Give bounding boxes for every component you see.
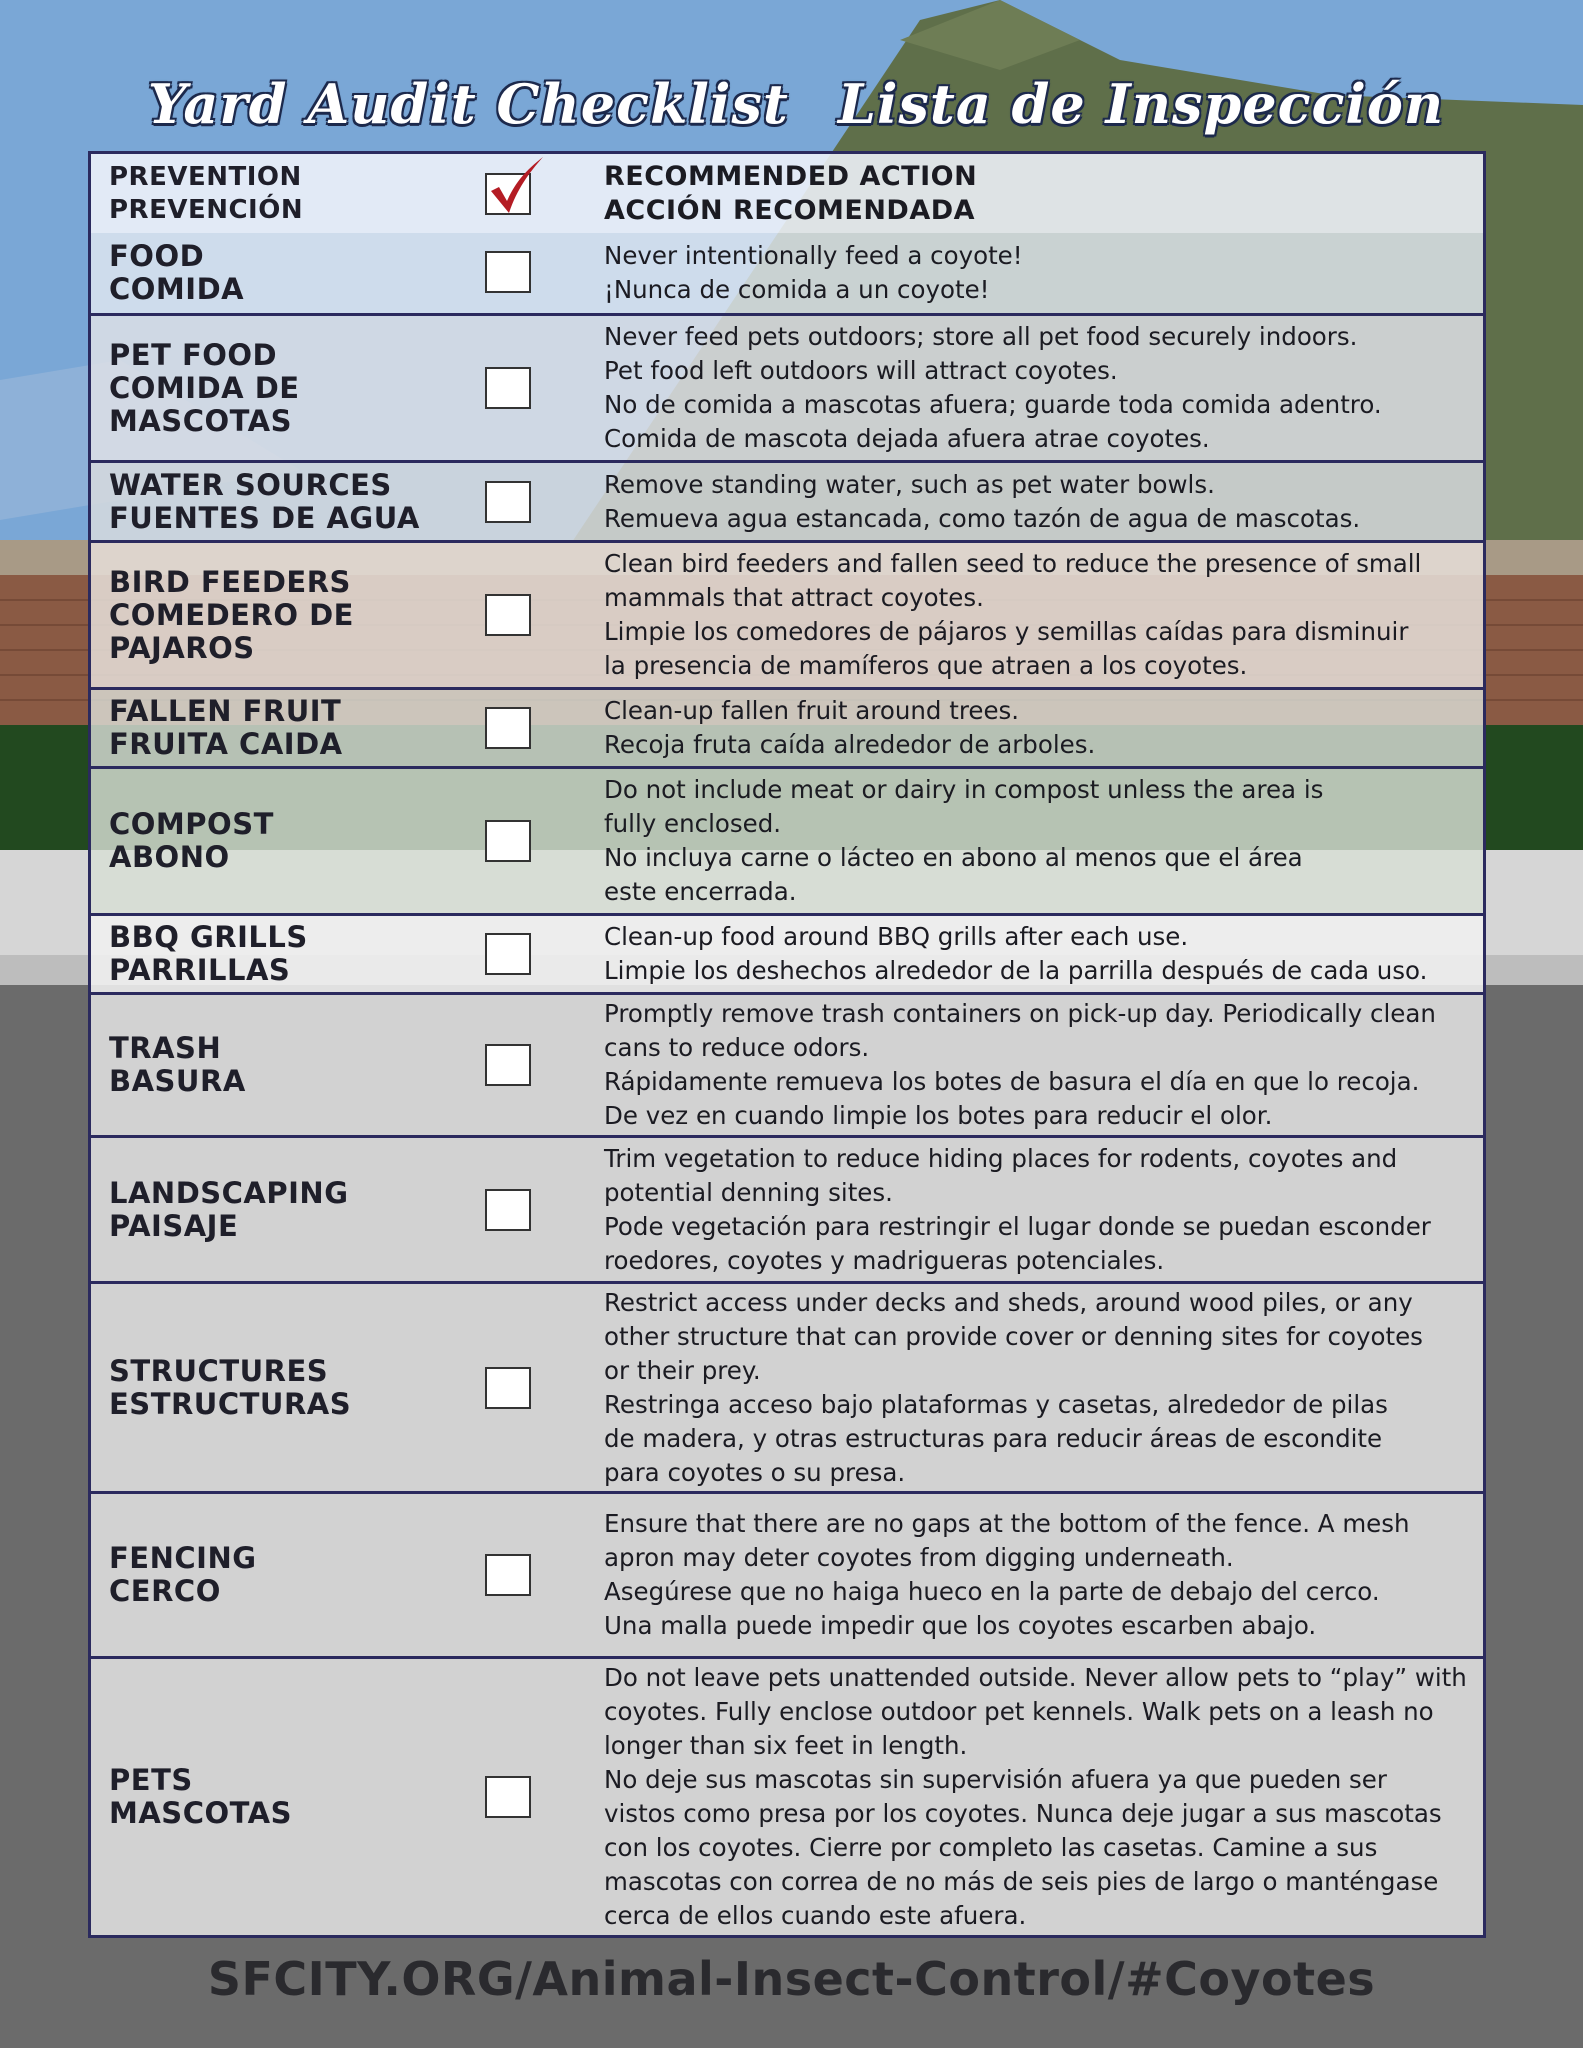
row-action-line: Ensure that there are no gaps at the bottom of the fence. A mesh — [604, 1509, 1410, 1538]
row-checkbox[interactable] — [485, 1189, 531, 1231]
row-action — [604, 769, 1467, 913]
checklist-row — [91, 1656, 1483, 1935]
row-action — [604, 690, 1467, 766]
row-category-line: BIRD FEEDERS — [109, 564, 351, 599]
row-action-line: No de comida a mascotas afuera; guarde toda comida adentro. — [604, 390, 1382, 419]
row-action-line: Recoja fruta caída alrededor de arboles. — [604, 730, 1096, 759]
row-category-line: BASURA — [109, 1064, 246, 1098]
row-checkbox[interactable] — [485, 251, 531, 293]
row-category-line: FALLEN FRUIT — [109, 694, 342, 728]
row-action-line: Una malla puede impedir que los coyotes escarben abajo. — [604, 1611, 1317, 1640]
row-category — [109, 769, 274, 913]
row-action-line: Remueva agua estancada, como tazón de agua de mascotas. — [604, 503, 1361, 533]
header-checkbox[interactable] — [485, 173, 531, 215]
row-checkbox[interactable] — [485, 820, 531, 862]
checklist-row — [91, 313, 1483, 460]
row-category-line: FENCING — [109, 1541, 257, 1575]
row-category-line: MASCOTAS — [109, 403, 292, 438]
row-action-line: este encerrada. — [604, 877, 797, 906]
row-action-line: Clean-up food around BBQ grills after each use. — [604, 922, 1189, 951]
row-action — [604, 1284, 1467, 1491]
row-category-line: PAISAJE — [109, 1208, 239, 1243]
row-action-line: fully enclosed. — [604, 809, 782, 838]
checklist-row — [91, 460, 1483, 540]
row-category-line: CERCO — [109, 1574, 221, 1608]
row-action-line: No incluya carne o lácteo en abono al menos que el área — [604, 843, 1303, 872]
checklist-row — [91, 913, 1483, 992]
row-action-line: Restringa acceso bajo plataformas y casetas, alrededor de pilas — [604, 1389, 1388, 1419]
row-action — [604, 1138, 1467, 1281]
row-category-line: ESTRUCTURAS — [109, 1386, 352, 1421]
row-action-line: potential denning sites. — [604, 1177, 893, 1207]
row-category-line: BBQ GRILLS — [109, 920, 308, 954]
checklist-row — [91, 1281, 1483, 1491]
checklist-row — [91, 1491, 1483, 1656]
row-category-line: PAJAROS — [109, 630, 255, 665]
row-category-line: PETS — [109, 1763, 193, 1797]
header-category-en: PREVENTION — [109, 161, 302, 192]
row-action-line: Rápidamente remueva los botes de basura el día en que lo recoja. — [604, 1067, 1420, 1096]
row-action-line: Pode vegetación para restringir el lugar donde se puedan esconder — [604, 1211, 1431, 1241]
row-category — [109, 233, 244, 313]
row-action-line: Asegúrese que no haiga hueco en la parte de debajo del cerco. — [604, 1577, 1380, 1606]
row-category-line: WATER SOURCES — [109, 467, 392, 502]
checklist-row — [91, 687, 1483, 766]
row-category-line: COMIDA DE — [109, 370, 300, 405]
row-action-line: apron may deter coyotes from digging underneath. — [604, 1543, 1234, 1572]
checklist-row — [91, 992, 1483, 1135]
footer-url: SFCITY.ORG/Animal-Insect-Control/#Coyotes — [207, 1952, 1376, 2006]
row-action-line: Never intentionally feed a coyote! — [604, 241, 1023, 270]
title-spanish: Lista de Inspección — [838, 72, 1445, 136]
row-action — [604, 1494, 1467, 1656]
checklist-table — [88, 151, 1486, 1938]
row-category-line: PET FOOD — [109, 337, 278, 372]
row-action-line: vistos como presa por los coyotes. Nunca deje jugar a sus mascotas — [604, 1799, 1442, 1828]
header-category — [109, 154, 303, 233]
row-checkbox[interactable] — [485, 367, 531, 409]
row-category-line: FRUITA CAIDA — [109, 727, 343, 761]
row-action-line: Limpie los comedores de pájaros y semillas caídas para disminuir — [604, 617, 1409, 646]
row-checkbox[interactable] — [485, 933, 531, 975]
row-category-line: FOOD — [109, 239, 205, 273]
row-category — [109, 690, 343, 766]
header-category-es: PREVENCIÓN — [109, 194, 304, 225]
row-action-line: cerca de ellos cuando este afuera. — [604, 1901, 1027, 1930]
row-category — [109, 463, 420, 540]
row-action-line: Limpie los deshechos alrededor de la parrilla después de cada uso. — [604, 956, 1428, 985]
row-action-line: de madera, y otras estructuras para reducir áreas de escondite — [604, 1423, 1383, 1453]
row-action-line: De vez en cuando limpie los botes para reducir el olor. — [604, 1101, 1273, 1130]
row-category-line: COMIDA — [109, 272, 245, 306]
row-category — [109, 543, 354, 687]
row-category — [109, 1284, 351, 1491]
row-action-line: other structure that can provide cover or denning sites for coyotes — [604, 1321, 1423, 1351]
row-action-line: roedores, coyotes y madrigueras potenciales. — [604, 1245, 1165, 1275]
row-category-line: FUENTES DE AGUA — [109, 500, 420, 535]
row-checkbox[interactable] — [485, 1554, 531, 1596]
row-action-line: Pet food left outdoors will attract coyotes. — [604, 356, 1118, 385]
row-category-line: COMEDERO DE — [109, 597, 354, 632]
checklist-row — [91, 540, 1483, 687]
row-category-line: TRASH — [109, 1031, 222, 1065]
row-action — [604, 1659, 1467, 1935]
row-action — [604, 233, 1467, 313]
row-action — [604, 995, 1467, 1135]
row-action-line: ¡Nunca de comida a un coyote! — [604, 275, 990, 304]
row-checkbox[interactable] — [485, 707, 531, 749]
row-action-line: Promptly remove trash containers on pick-up day. Periodically clean — [604, 999, 1436, 1028]
row-action-line: longer than six feet in length. — [604, 1731, 968, 1760]
header-action-en: RECOMMENDED ACTION — [604, 160, 978, 192]
row-action-line: coyotes. Fully enclose outdoor pet kennels. Walk pets on a leash no — [604, 1697, 1434, 1726]
row-category — [109, 1659, 292, 1935]
table-header-row — [91, 154, 1483, 233]
row-action — [604, 463, 1467, 540]
row-action-line: cans to reduce odors. — [604, 1033, 870, 1062]
row-category — [109, 916, 308, 992]
checklist-row — [91, 233, 1483, 313]
row-category-line: MASCOTAS — [109, 1796, 292, 1830]
row-action-line: No deje sus mascotas sin supervisión afuera ya que pueden ser — [604, 1765, 1387, 1794]
row-action-line: Never feed pets outdoors; store all pet food securely indoors. — [604, 322, 1358, 351]
row-action — [604, 543, 1467, 687]
row-action-line: Clean-up fallen fruit around trees. — [604, 696, 1020, 725]
header-action — [604, 154, 1467, 233]
row-action-line: Do not leave pets unattended outside. Never allow pets to “play” with — [604, 1663, 1467, 1692]
row-category-line: ABONO — [109, 840, 230, 874]
row-category — [109, 995, 246, 1135]
row-category-line: STRUCTURES — [109, 1353, 329, 1388]
row-action-line: Trim vegetation to reduce hiding places for rodents, coyotes and — [604, 1143, 1398, 1173]
row-category-line: PARRILLAS — [109, 953, 291, 987]
header-action-es: ACCIÓN RECOMENDADA — [604, 194, 976, 226]
row-category-line: LANDSCAPING — [109, 1175, 349, 1210]
checklist-row — [91, 766, 1483, 913]
checklist-row — [91, 1135, 1483, 1281]
row-checkbox[interactable] — [485, 594, 531, 636]
row-action-line: la presencia de mamíferos que atraen a los coyotes. — [604, 651, 1248, 680]
row-action-line: Do not include meat or dairy in compost unless the area is — [604, 775, 1324, 804]
row-checkbox[interactable] — [485, 1044, 531, 1086]
row-action-line: mammals that attract coyotes. — [604, 583, 984, 612]
row-action — [604, 916, 1467, 992]
row-checkbox[interactable] — [485, 1367, 531, 1409]
row-action-line: Clean bird feeders and fallen seed to reduce the presence of small — [604, 549, 1422, 578]
title-english: Yard Audit Checklist — [148, 72, 789, 136]
checkmark-icon — [485, 161, 545, 217]
row-category — [109, 1138, 349, 1281]
row-category — [109, 316, 300, 460]
row-category — [109, 1494, 257, 1656]
row-action — [604, 316, 1467, 460]
row-action-line: Comida de mascota dejada afuera atrae coyotes. — [604, 424, 1210, 453]
row-action-line: Remove standing water, such as pet water bowls. — [604, 469, 1215, 499]
row-category-line: COMPOST — [109, 807, 274, 841]
row-action-line: Restrict access under decks and sheds, around wood piles, or any — [604, 1287, 1413, 1317]
row-checkbox[interactable] — [485, 481, 531, 523]
row-action-line: mascotas con correa de no más de seis pies de largo o manténgase — [604, 1867, 1439, 1896]
row-checkbox[interactable] — [485, 1776, 531, 1818]
row-action-line: or their prey. — [604, 1355, 761, 1385]
row-action-line: para coyotes o su presa. — [604, 1457, 906, 1487]
row-action-line: con los coyotes. Cierre por completo las casetas. Camine a sus — [604, 1833, 1378, 1862]
